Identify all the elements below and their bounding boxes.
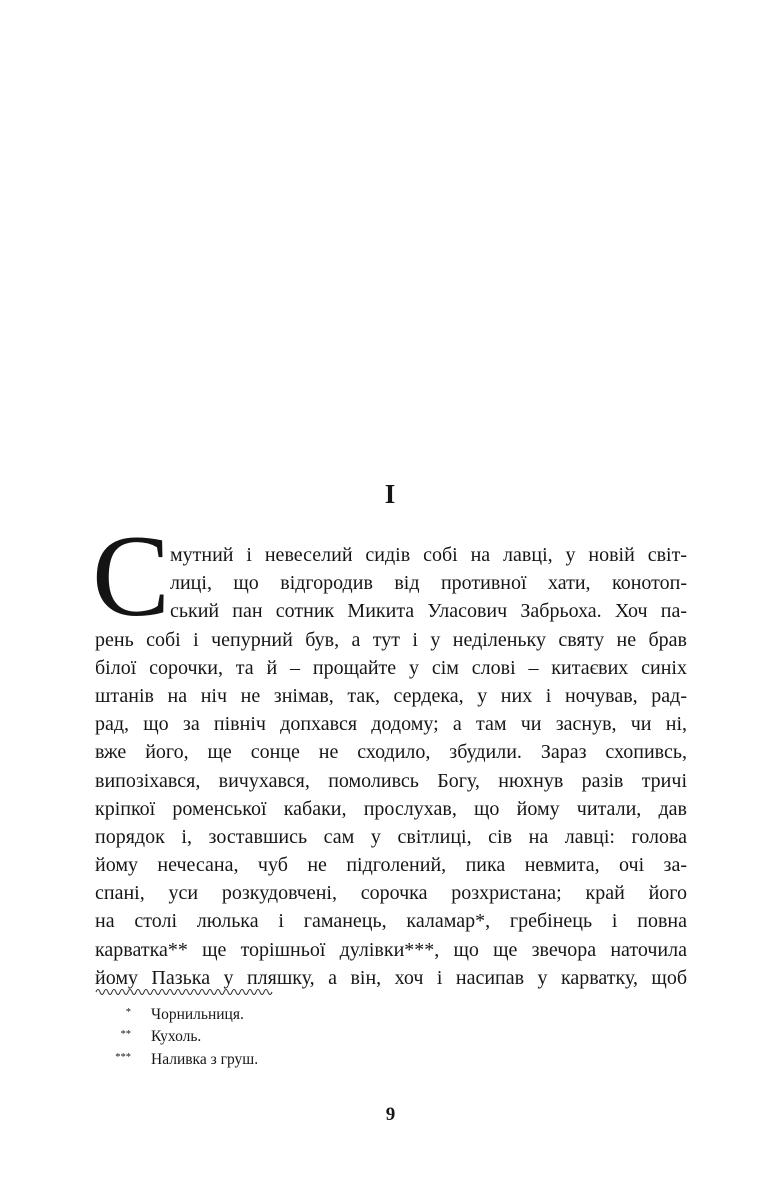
text-line: йому Пазька у пляшку, а він, хоч і насипав у карватку, щоб (95, 966, 687, 989)
text-line: карватка** ще торішньої дулівки***, що ще звечора наточила (95, 938, 687, 961)
page-number: 9 (385, 1104, 396, 1125)
footnote-item (95, 1005, 687, 1027)
text-line: штанів на ніч не знімав, так, сердека, у них і ночував, рад- (95, 684, 687, 707)
chapter-heading: I (384, 479, 397, 509)
footnote-item (95, 1050, 687, 1072)
text-line: рад, що за північ допхався додому; а там чи заснув, чи ні, (95, 713, 687, 736)
text-line: йому нечесана, чуб не підголений, пика невмита, очі за- (95, 854, 687, 877)
footnote-separator-squiggle (95, 986, 280, 996)
text-line: мутний і невеселий сидів собі на лавці, у новій світ- (170, 544, 687, 566)
footnotes-section (95, 986, 687, 1072)
text-line: білої сорочки, та й – прощайте у сім слові – китаєвих синіх (95, 656, 687, 679)
text-line: рень собі і чепурний був, а тут і у неділеньку святу не брав (95, 628, 687, 651)
text-line: спані, уси розкудовчені, сорочка розхристана; край його (95, 882, 687, 905)
text-line: лиці, що відгородив від противної хати, конотоп- (170, 572, 687, 595)
footnote-marker: *** (115, 1051, 131, 1063)
text-line: на столі люлька і гаманець, каламар*, гребінець і повна (95, 910, 687, 933)
text-line: вже його, ще сонце не сходило, збудили. Зараз схопивсь, (95, 741, 687, 764)
body-paragraph (92, 512, 687, 992)
text-line: ський пан сотник Микита Уласович Забрьоха. Хоч па- (170, 600, 687, 623)
footnote-text: Чорнильниця. (151, 1006, 244, 1023)
text-line: порядок і, зоставшись сам у світлиці, сів на лавці: голова (95, 825, 687, 848)
footnote-text: Наливка з груш. (151, 1050, 259, 1068)
footnote-marker: ** (120, 1029, 131, 1041)
text-line: випозіхався, вичухався, помоливсь Богу, нюхнув разів тричі (95, 769, 687, 792)
footnote-marker: * (125, 1007, 131, 1018)
footnote-text: Кухоль. (151, 1028, 202, 1046)
drop-cap-letter: С (92, 512, 171, 641)
footnote-item (95, 1027, 687, 1049)
text-line: кріпкої роменської кабаки, прослухав, що йому читали, дав (95, 797, 687, 820)
